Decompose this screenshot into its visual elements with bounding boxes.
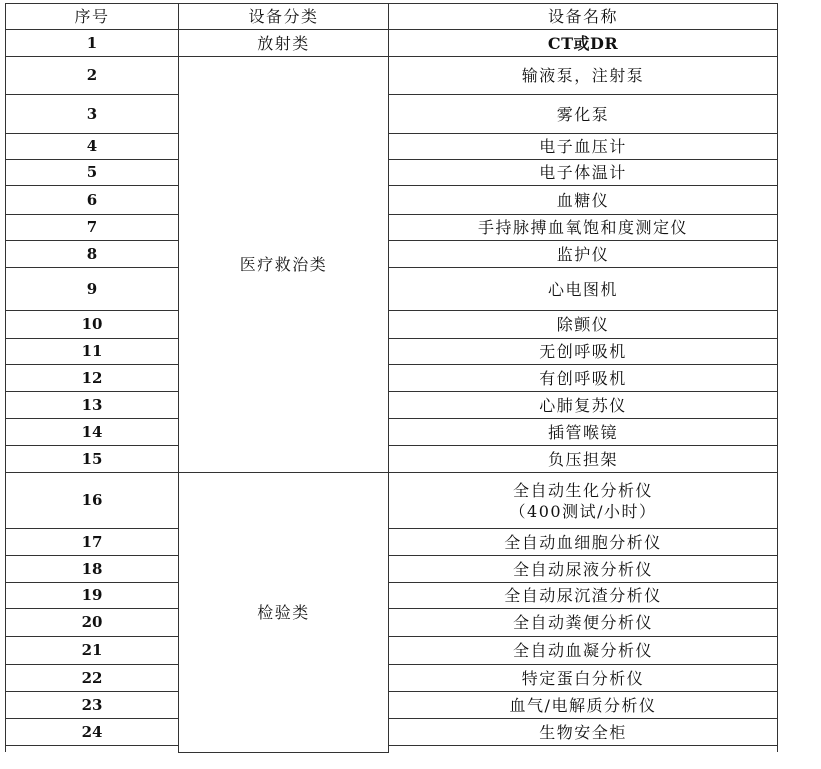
- row-index: 1: [6, 30, 179, 57]
- device-name: CT或DR: [389, 30, 778, 57]
- row-index: 6: [6, 186, 179, 215]
- device-name: 除颤仪: [389, 311, 778, 339]
- header-name: 设备名称: [389, 4, 778, 30]
- device-name-cell: [389, 473, 778, 529]
- table-row: [6, 215, 778, 241]
- table-row: [6, 134, 778, 160]
- table-row: [6, 556, 778, 583]
- table-header-row: [6, 4, 778, 30]
- device-name: 有创呼吸机: [389, 365, 778, 392]
- category-cell-radiology: 放射类: [179, 30, 389, 57]
- row-index: 10: [6, 311, 179, 339]
- header-category: 设备分类: [179, 4, 389, 30]
- device-name: 负压担架: [389, 446, 778, 473]
- device-name: 监护仪: [389, 241, 778, 268]
- device-name: 全自动尿沉渣分析仪: [389, 583, 778, 609]
- row-index: 12: [6, 365, 179, 392]
- device-name: 电子体温计: [389, 160, 778, 186]
- continuation-cell: [389, 746, 778, 753]
- row-index: 9: [6, 268, 179, 311]
- row-index: 19: [6, 583, 179, 609]
- table-row: [6, 365, 778, 392]
- table-row: [6, 419, 778, 446]
- table-row: [6, 392, 778, 419]
- table-continuation-row: [6, 746, 778, 753]
- row-index: 8: [6, 241, 179, 268]
- table-row: [6, 186, 778, 215]
- row-index: 15: [6, 446, 179, 473]
- row-index: 17: [6, 529, 179, 556]
- table-row: [6, 268, 778, 311]
- device-name: 心电图机: [389, 268, 778, 311]
- row-index: 2: [6, 57, 179, 95]
- table-row: [6, 30, 778, 57]
- equipment-table: [5, 3, 778, 753]
- row-index: 14: [6, 419, 179, 446]
- device-name: 生物安全柜: [389, 719, 778, 746]
- device-name: 插管喉镜: [389, 419, 778, 446]
- device-name: 血气/电解质分析仪: [389, 692, 778, 719]
- device-name: 雾化泵: [389, 95, 778, 134]
- table-row: [6, 311, 778, 339]
- device-name: 心肺复苏仪: [389, 392, 778, 419]
- table-row: [6, 609, 778, 637]
- table-row: [6, 583, 778, 609]
- device-name: 全自动生化分析仪: [512, 480, 653, 500]
- row-index: 24: [6, 719, 179, 746]
- row-index: 22: [6, 665, 179, 692]
- table-row: [6, 57, 778, 95]
- row-index: 11: [6, 339, 179, 365]
- table-row: [6, 719, 778, 746]
- row-index: 18: [6, 556, 179, 583]
- device-name-note: （400测试/小时）: [509, 501, 657, 521]
- device-name: 全自动粪便分析仪: [389, 609, 778, 637]
- device-name: 全自动血细胞分析仪: [389, 529, 778, 556]
- row-index: 16: [6, 473, 179, 529]
- row-index: 7: [6, 215, 179, 241]
- table-row: [6, 339, 778, 365]
- device-name: 特定蛋白分析仪: [389, 665, 778, 692]
- device-name: 血糖仪: [389, 186, 778, 215]
- table-row: [6, 665, 778, 692]
- table-row: [6, 95, 778, 134]
- table-row: [6, 160, 778, 186]
- device-name: 电子血压计: [389, 134, 778, 160]
- device-name: 无创呼吸机: [389, 339, 778, 365]
- row-index: 13: [6, 392, 179, 419]
- category-cell-laboratory: 检验类: [179, 473, 389, 753]
- row-index: 5: [6, 160, 179, 186]
- row-index: 4: [6, 134, 179, 160]
- row-index: 21: [6, 637, 179, 665]
- table-row: [6, 446, 778, 473]
- device-name: 手持脉搏血氧饱和度测定仪: [389, 215, 778, 241]
- header-index: 序号: [6, 4, 179, 30]
- row-index: 23: [6, 692, 179, 719]
- row-index: 20: [6, 609, 179, 637]
- device-name: 输液泵，注射泵: [389, 57, 778, 95]
- table-row: [6, 529, 778, 556]
- table-row: [6, 692, 778, 719]
- device-name: 全自动血凝分析仪: [389, 637, 778, 665]
- row-index: 3: [6, 95, 179, 134]
- table-row: [6, 637, 778, 665]
- table-row: [6, 473, 778, 529]
- continuation-cell: [6, 746, 179, 753]
- table-row: [6, 241, 778, 268]
- category-cell-emergency: 医疗救治类: [179, 57, 389, 473]
- device-name: 全自动尿液分析仪: [389, 556, 778, 583]
